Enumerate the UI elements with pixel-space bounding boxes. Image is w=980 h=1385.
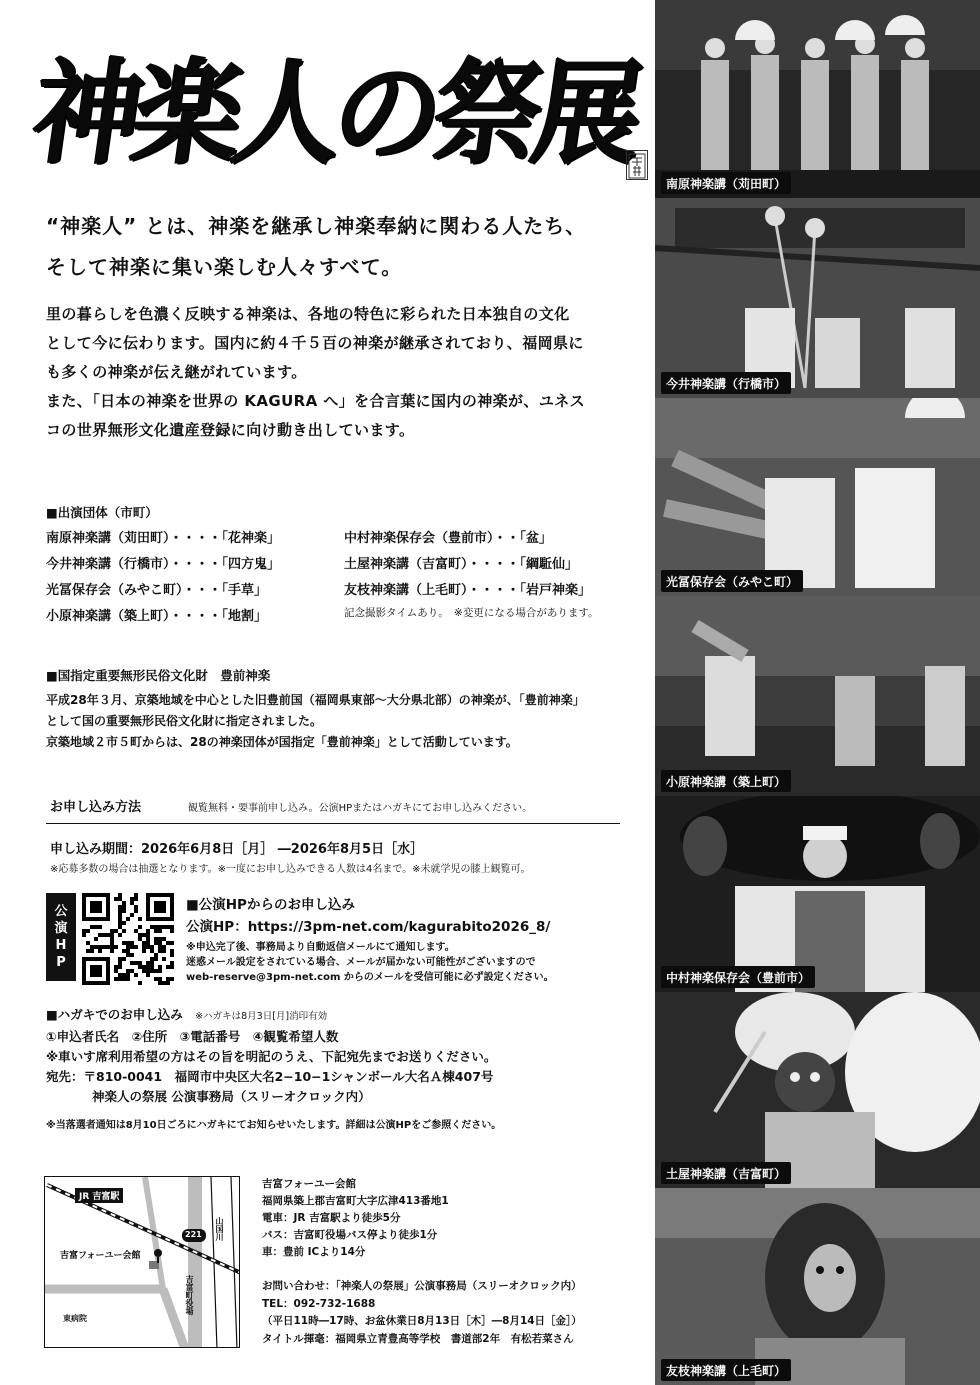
map-route-label: 221 <box>185 1230 202 1239</box>
application-note: 観覧無料・要事前申し込み。公演HPまたはハガキにてお申し込みください。 <box>188 803 533 814</box>
photo-caption: 南原神楽講（苅田町） <box>661 172 791 194</box>
photo-caption: 友枝神楽講（上毛町） <box>661 1359 791 1381</box>
postcard-section <box>46 1005 646 1107</box>
intro-paragraph: 里の暮らしを色濃く反映する神楽は、各地の特色に彩られた日本独自の文化 として今に伝わります。国内に約４千５百の神楽が継承されており、福岡県に も多くの神楽が伝え継がれています。 また、「日本の神楽を世界の KAGURA へ」を合言葉に国内の神楽が、ユネス コの世界無形文化遺産登録に向け動き出しています。 <box>46 305 586 439</box>
photo-column <box>655 0 980 1385</box>
heritage-text: 平成28年３月、京築地域を中心とした旧豊前国（福岡県東部〜大分県北部）の神楽が、「豊前神楽」 として国の重要無形民俗文化財に指定されました。 京築地域２市５町からは、28の神楽団体が国指定「豊前神楽」として活動しています。 <box>46 693 585 749</box>
map-venue-label: 吉富フォーユー会館 <box>60 1251 141 1261</box>
photo-caption: 中村神楽保存会（豊前市） <box>661 966 815 988</box>
page-title: 神楽人の祭展 <box>24 46 644 180</box>
photo-caption: 今井神楽講（行橋市） <box>661 372 791 394</box>
map-station-label: JR 吉富駅 <box>75 1188 123 1203</box>
application-period-note: ※応募多数の場合は抽選となります。※一度にお申し込みできる人数は4名まで。※未就学児の膝上観覧可。 <box>50 864 531 875</box>
photo-tomoeda <box>655 1188 980 1385</box>
performer-row: 今井神楽講（行橋市）・・・・「四方鬼」 土屋神楽講（吉富町）・・・・「綱駈仙」 <box>46 557 579 572</box>
postcard-deadline: ※ハガキは8月3日[月]消印有効 <box>195 1011 328 1022</box>
postcard-recipient: 神楽人の祭展 公演事務局（スリーオクロック内） <box>92 1089 371 1104</box>
lottery-note: ※当落選者通知は8月10日ごろにハガキにてお知らせいたします。詳細は公演HPをご参照ください。 <box>46 1120 502 1131</box>
photo-obara <box>655 596 980 796</box>
qr-code[interactable] <box>82 893 174 985</box>
photo-mitsutomi <box>655 398 980 596</box>
title-calligrapher-credit: タイトル揮毫：福岡県立青豊高等学校 書道部2年 有松若菜さん <box>262 1332 574 1345</box>
venue-info: 吉富フォーユー会館 福岡県築上郡吉富町大字広津413番地1 電車：JR 吉富駅より徒歩5分 バス：吉富町役場バス停より徒歩1分 車：豊前 ICより14分 <box>262 1178 449 1258</box>
venue-map <box>44 1176 240 1348</box>
application-period: 申し込み期間：2026年6月8日［月］ ―2026年8月5日［水］ <box>50 842 424 857</box>
photo-imai <box>655 198 980 398</box>
map-river-label: 山国川 <box>215 1217 224 1241</box>
title-block <box>24 38 644 188</box>
application-header <box>46 794 620 824</box>
photo-nakamura <box>655 796 980 992</box>
photo-caption: 光冨保存会（みやこ町） <box>661 570 803 592</box>
application-title: お申し込み方法 <box>50 800 142 815</box>
photo-minamihara <box>655 0 980 198</box>
performers-list <box>46 527 646 631</box>
postcard-wheelchair-note: ※車いす席利用希望の方はその旨を明記のうえ、下記宛先までお送りください。 <box>46 1049 497 1064</box>
map-office-label: 吉富町役場 <box>185 1275 194 1315</box>
lead-text: “神楽人” とは、神楽を継承し神楽奉納に関わる人たち、 そして神楽に集い楽しむ人々すべて。 <box>46 214 587 279</box>
photo-time-note: 記念撮影タイムあり。 ※変更になる場合があります。 <box>344 607 599 619</box>
postcard-items: ①申込者氏名 ②住所 ③電話番号 ④観覧希望人数 <box>46 1029 339 1044</box>
map-hospital-label: 東病院 <box>63 1314 87 1323</box>
photo-caption: 土屋神楽講（吉富町） <box>661 1162 791 1184</box>
heritage-heading: ■国指定重要無形民俗文化財 豊前神楽 <box>46 668 271 683</box>
postcard-title: ■ハガキでのお申し込み <box>46 1007 183 1022</box>
photo-tsuchiya <box>655 992 980 1188</box>
contact-phone: TEL：092-732-1688 <box>262 1297 376 1310</box>
hp-notes: ※申込完了後、事務局より自動返信メールにて通知します。 迷惑メール設定をされている場合、メールが届かない可能性がございますので web-reserve@3pm-net.com からのメールを受信可能に必ず設定ください。 <box>186 942 554 983</box>
photo-caption: 小原神楽講（築上町） <box>661 770 791 792</box>
performer-row: 光冨保存会（みやこ町）・・・「手草」 友枝神楽講（上毛町）・・・・「岩戸神楽」 <box>46 583 592 598</box>
hp-tag: 公 演 H P <box>46 893 76 981</box>
hp-url-link[interactable]: 公演HP：https://3pm-net.com/kagurabito2026_8/ <box>186 919 551 935</box>
performer-row: 小原神楽講（築上町）・・・・「地割」 記念撮影タイムあり。 ※変更になる場合があります。 <box>46 607 599 624</box>
hp-application-title: ■公演HPからのお申し込み <box>186 897 355 913</box>
contact-info: お問い合わせ：「神楽人の祭展」公演事務局（スリーオクロック内） TEL：092-732-1688 （平日11時―17時、お盆休業日8月13日［木］―8月14日［金］） タイトル揮毫：福岡県立青豊高等学校 書道部2年 有松若菜さん <box>262 1278 642 1348</box>
postcard-address: 宛先：〒810-0041 福岡市中央区大名2−10−1シャンボール大名Ａ棟407号 <box>46 1069 494 1084</box>
performer-row: 南原神楽講（苅田町）・・・・「花神楽」 中村神楽保存会（豊前市）・・「盆」 <box>46 531 553 546</box>
performers-heading: ■出演団体（市町） <box>46 505 158 520</box>
artist-seal <box>626 150 648 180</box>
